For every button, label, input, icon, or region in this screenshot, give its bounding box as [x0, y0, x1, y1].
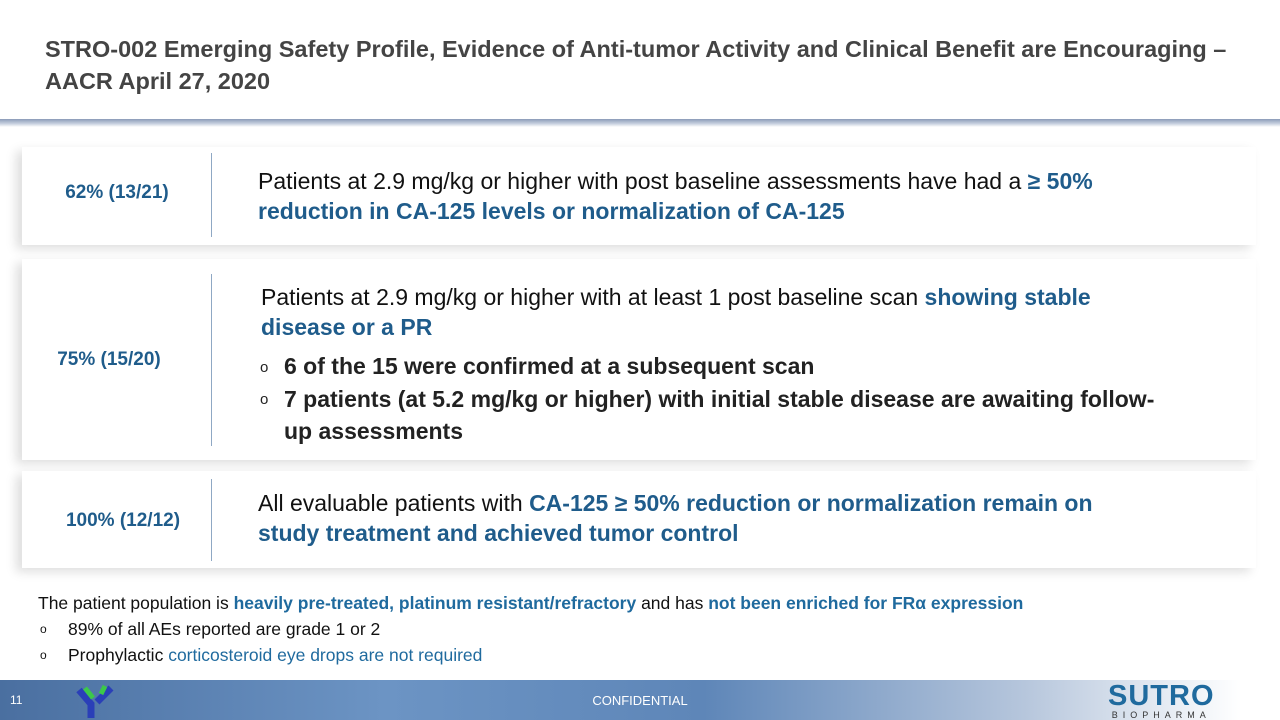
text-highlight: heavily pre-treated, platinum resistant/refractory	[233, 593, 637, 613]
stat-box-1	[22, 147, 1256, 245]
population-note	[38, 590, 1023, 668]
stat-description	[261, 282, 1161, 447]
stat-box-2	[22, 259, 1256, 460]
text-highlight: not been enriched for FRα expression	[708, 593, 1024, 613]
slide-title: STRO-002 Emerging Safety Profile, Evidence of Anti-tumor Activity and Clinical Benefit are Encouraging – AACR April 27, 2020	[45, 36, 1227, 94]
divider	[211, 153, 212, 237]
text-highlight: CA-125 ≥ 50% reduction or normalization remain on study treatment and achieved tumor control	[258, 490, 1093, 546]
logo-main: SUTRO	[1108, 680, 1215, 712]
bullet-item	[38, 642, 1023, 668]
text-normal: All evaluable patients with	[258, 490, 530, 516]
text-highlight: corticosteroid eye drops are not required	[168, 645, 483, 665]
bullet-item: o 89% of all AEs reported are grade 1 or 2	[38, 616, 1023, 642]
text: Prophylactic	[68, 645, 169, 665]
sutro-logo	[1108, 682, 1215, 720]
divider	[211, 274, 212, 446]
text: The patient population is	[38, 593, 234, 613]
text-normal: Patients at 2.9 mg/kg or higher with at least 1 post baseline scan	[261, 284, 925, 310]
confidential-label: CONFIDENTIAL	[592, 693, 688, 708]
bullet-item: o 7 patients (at 5.2 mg/kg or higher) with initial stable disease are awaiting follow-up assessments	[258, 383, 1161, 447]
title-rule	[0, 119, 1280, 127]
footer	[0, 680, 1280, 720]
text-highlight: ≥ 50% reduction in CA-125 levels or normalization of CA-125	[258, 168, 1093, 224]
page-number: 11	[10, 693, 23, 707]
bullet-item: o 6 of the 15 were confirmed at a subsequent scan	[258, 350, 1161, 383]
stat-box-3	[22, 471, 1256, 568]
stat-value: 62% (13/21)	[65, 182, 169, 203]
logo-sub: BIOPHARMA	[1111, 710, 1211, 720]
stat-description	[258, 488, 1128, 548]
stat-description	[258, 166, 1158, 226]
text: and has	[636, 593, 709, 613]
stat-value: 100% (12/12)	[65, 510, 181, 531]
text-highlight: showing stable disease or a PR	[261, 284, 1091, 340]
text-normal: Patients at 2.9 mg/kg or higher with post baseline assessments have had a	[258, 168, 1028, 194]
divider	[211, 479, 212, 561]
stat-value: 75% (15/20)	[57, 349, 161, 370]
